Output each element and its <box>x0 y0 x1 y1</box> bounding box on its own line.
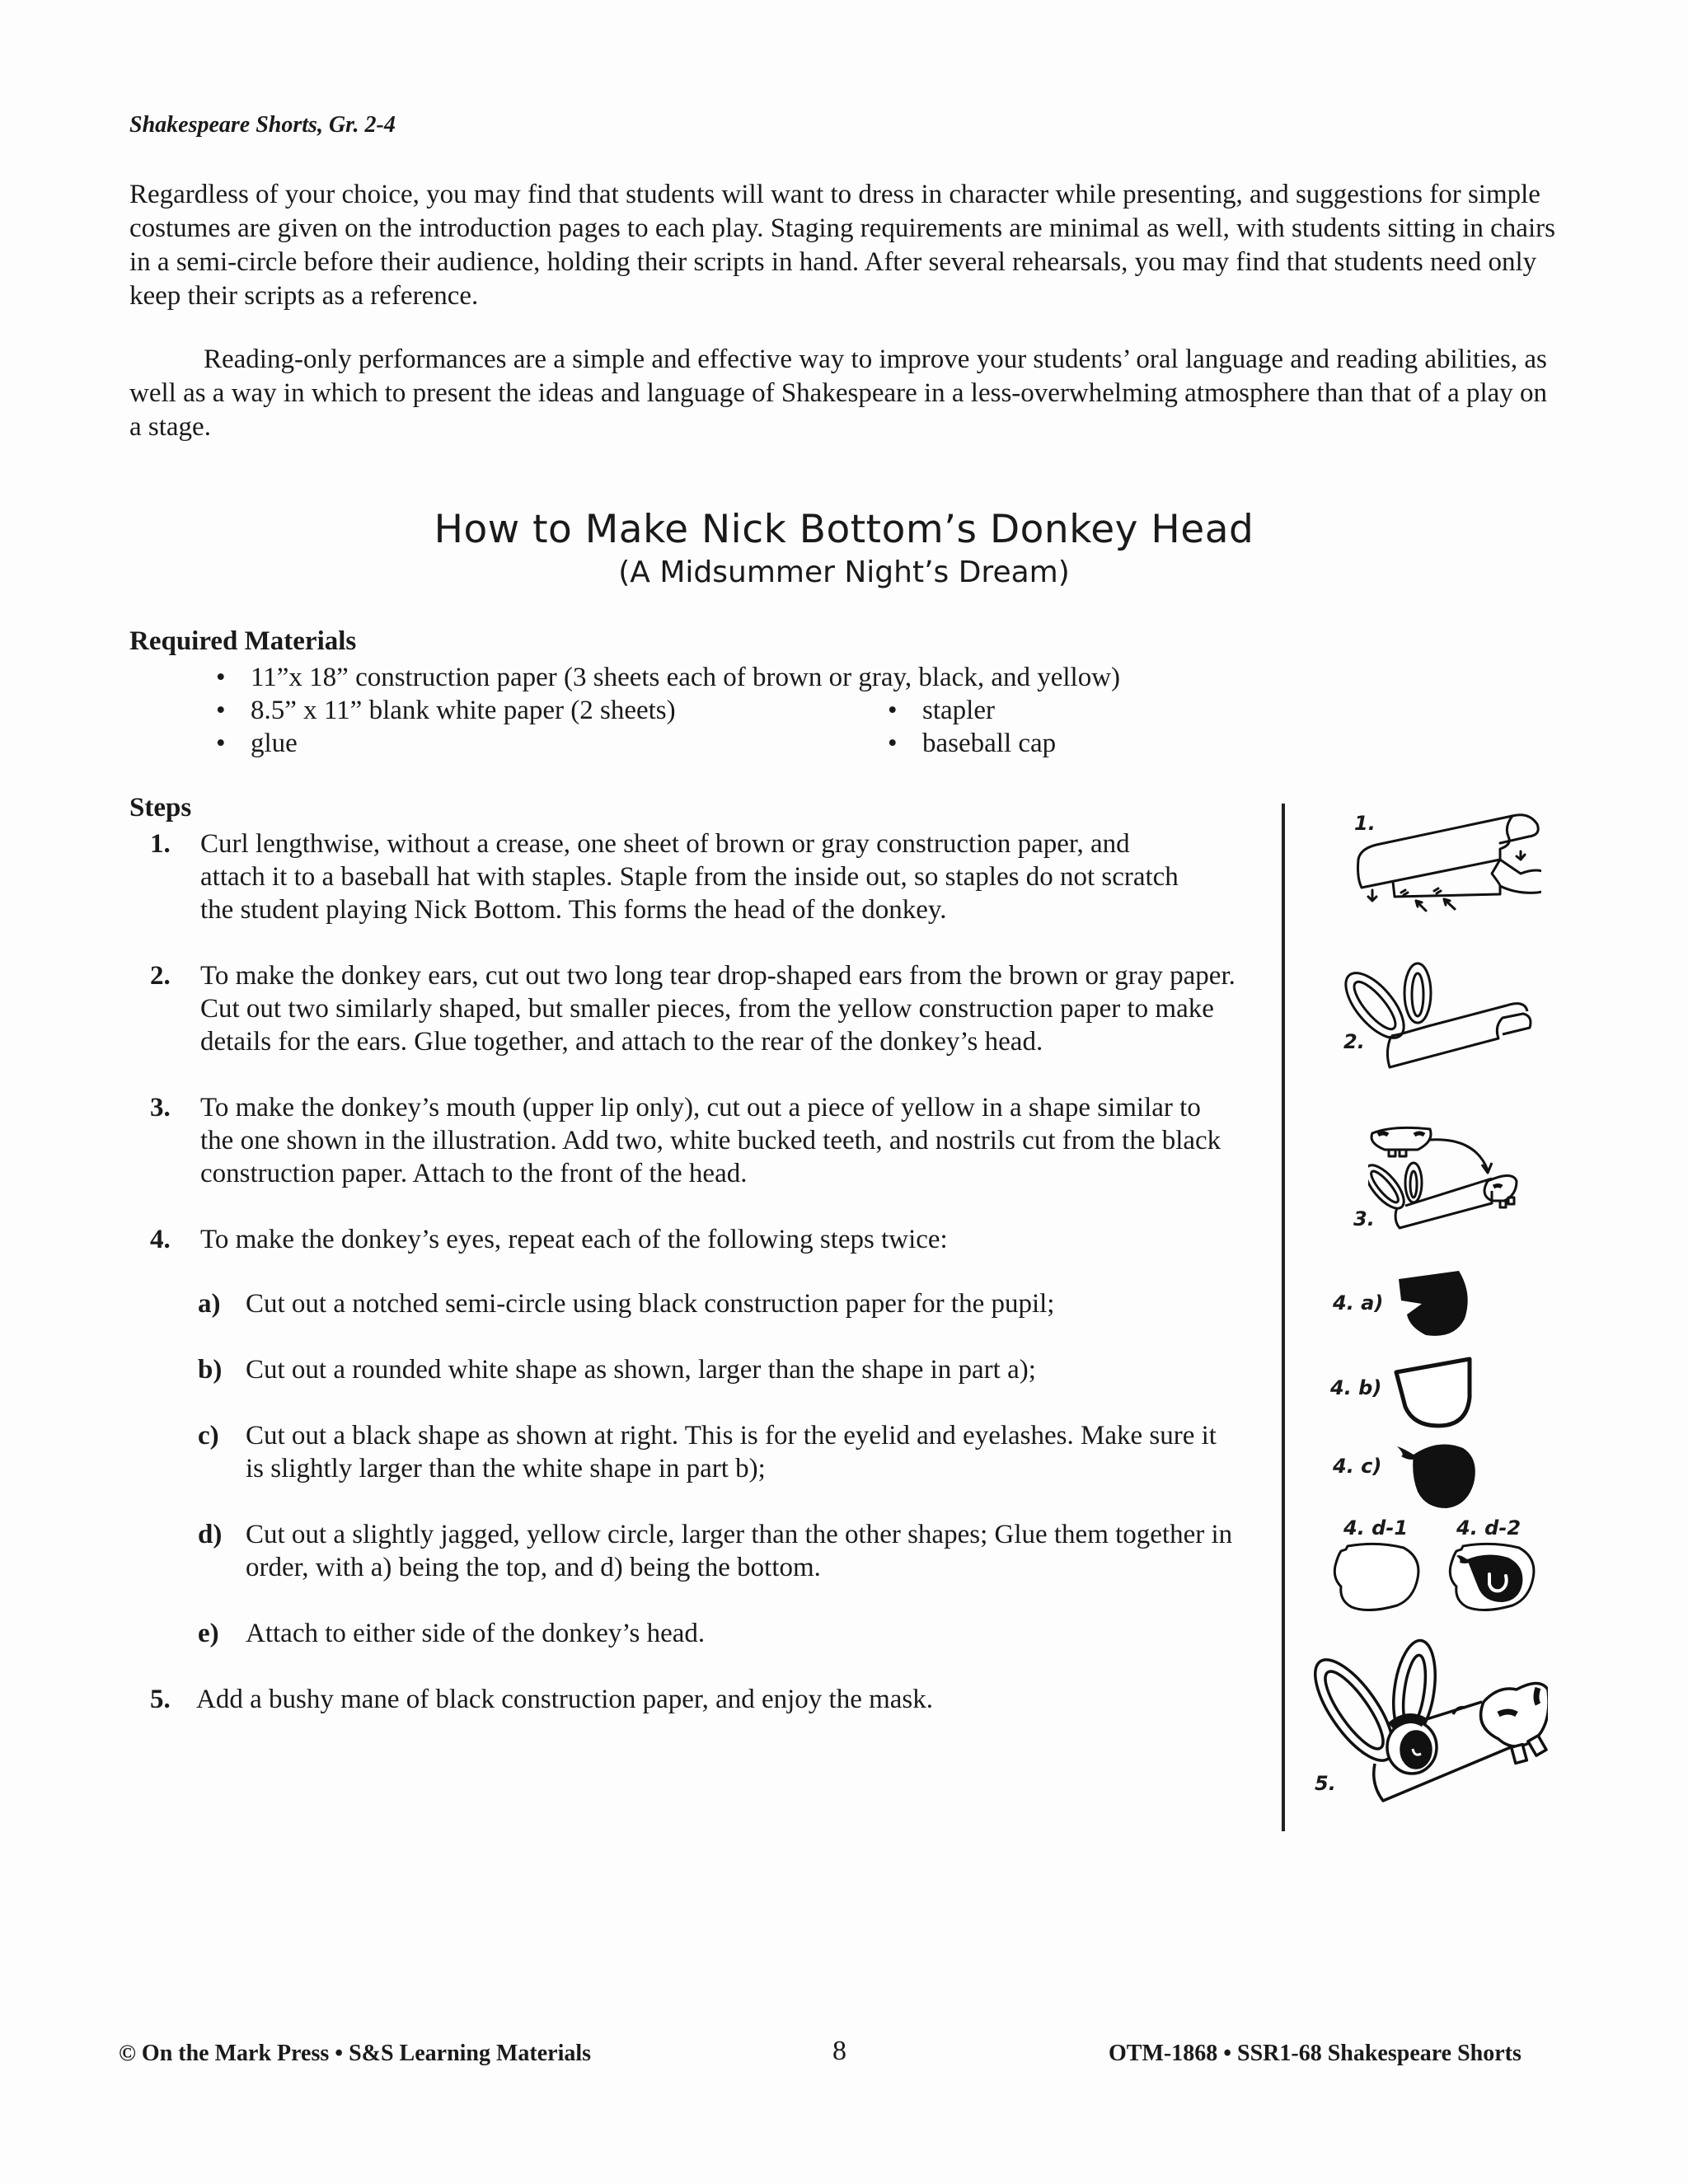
substep-letter: a) <box>198 1289 221 1319</box>
intro-paragraph-1: Regardless of your choice, you may find that students will want to dress in character while presenting, and suggestions for simple costumes are given on the introduction pages to each play. Staging requirements are minimal as well, with students sitting in chairs in a semi-circle before their audience, holding their scripts in hand. After several rehearsals, you may find that students need only keep their scripts as a reference. <box>129 180 1555 311</box>
bullet-icon: • <box>216 729 226 758</box>
substep-item <box>198 1287 1261 1320</box>
figure-label: 1. <box>1354 812 1376 835</box>
material-label: 11”x 18” construction paper (3 sheets each of brown or gray, black, and yellow) <box>251 663 1121 692</box>
figure-label: 4. c) <box>1333 1455 1382 1478</box>
step-item <box>140 1683 1261 1716</box>
substep-item <box>198 1419 1261 1485</box>
substep-letter: b) <box>198 1355 223 1385</box>
step-text: To make the donkey’s eyes, repeat each of the following steps twice: <box>200 1225 948 1254</box>
step-number: 5. <box>150 1685 171 1714</box>
step-item <box>140 959 1261 1058</box>
eyelid-with-lashes-shape <box>1393 1438 1484 1512</box>
bullet-icon: • <box>888 696 898 725</box>
attach-muzzle-illustration <box>1368 1125 1533 1232</box>
notched-pupil-shape <box>1397 1269 1471 1339</box>
activity-subtitle: (A Midsummer Night’s Dream) <box>618 555 1070 589</box>
material-item <box>216 694 676 727</box>
bullet-icon: • <box>216 696 226 725</box>
step-item <box>140 1223 1261 1256</box>
activity-title-block <box>0 506 1688 592</box>
step-item <box>140 1091 1261 1190</box>
substep-item <box>198 1617 1261 1650</box>
bullet-icon: • <box>216 663 226 692</box>
activity-title: How to Make Nick Bottom’s Donkey Head <box>434 507 1254 552</box>
step-number: 3. <box>150 1093 171 1122</box>
substep-letter: e) <box>198 1619 219 1648</box>
rounded-white-shape <box>1393 1356 1475 1434</box>
footer-copyright: © On the Mark Press • S&S Learning Materials <box>119 2041 592 2066</box>
substep-text: Cut out a black shape as shown at right. This is for the eyelid and eyelashes. Make sure it is slightly larger than the white shape in part b); <box>246 1421 1217 1483</box>
substep-text: Attach to either side of the donkey’s head. <box>246 1619 706 1648</box>
footer-product-code: OTM-1868 • SSR1-68 Shakespeare Shorts <box>1109 2041 1522 2066</box>
substep-text: Cut out a slightly jagged, yellow circle, larger than the other shapes; Glue them together in order, with a) being the top, and d) being the bottom. <box>246 1520 1233 1582</box>
substep-letter: d) <box>198 1520 223 1549</box>
substep-text: Cut out a rounded white shape as shown, larger than the shape in part a); <box>246 1355 1036 1385</box>
material-label: glue <box>251 729 298 758</box>
figure-label: 5. <box>1315 1772 1336 1795</box>
figure-label: 2. <box>1343 1030 1365 1053</box>
substep-letter: c) <box>198 1421 219 1451</box>
step-text: To make the donkey’s mouth (upper lip only), cut out a piece of yellow in a shape similar to the one shown in the illustration. Add two, white bucked teeth, and nostrils cut from the black construction paper. Attach to the front of the head. <box>200 1093 1221 1188</box>
paper-tube-with-ears-illustration <box>1342 960 1540 1084</box>
material-label: 8.5” x 11” blank white paper (2 sheets) <box>251 696 676 725</box>
material-item <box>216 661 1120 694</box>
material-item <box>216 727 298 760</box>
figure-label: 3. <box>1353 1207 1375 1230</box>
figure-label: 4. b) <box>1330 1376 1382 1399</box>
figure-label: 4. d-1 <box>1343 1516 1409 1540</box>
step-item <box>140 827 1261 926</box>
figure-label: 4. a) <box>1333 1291 1384 1315</box>
intro-paragraph-2: Reading-only performances are a simple and effective way to improve your students’ oral language and reading abilities, as well as a way in which to present the ideas and language of Shakespeare in a less-overwhelming atmosphere than that of a play on a stage. <box>129 344 1548 442</box>
jagged-yellow-circle <box>1331 1541 1430 1615</box>
substep-item <box>198 1353 1261 1386</box>
substep-text: Cut out a notched semi-circle using black construction paper for the pupil; <box>246 1289 1055 1319</box>
step-number: 4. <box>150 1225 171 1254</box>
finished-donkey-head-illustration <box>1301 1632 1548 1805</box>
step-text: Curl lengthwise, without a crease, one sheet of brown or gray construction paper, and attach it to a baseball hat with staples. Staple from the inside out, so staples do not scratch the student playing Nick Bottom. This forms the head of the donkey. <box>200 829 1179 925</box>
step-number: 2. <box>150 961 171 991</box>
step-number: 1. <box>150 829 171 859</box>
figure-label: 4. d-2 <box>1456 1516 1522 1540</box>
curled-paper-on-cap-illustration <box>1343 812 1541 927</box>
page-number: 8 <box>832 2036 846 2066</box>
materials-heading: Required Materials <box>129 626 357 656</box>
material-item <box>888 694 995 727</box>
substep-item <box>198 1518 1261 1584</box>
material-label: baseball cap <box>922 729 1057 758</box>
illustration-divider <box>1282 804 1285 1831</box>
material-item <box>888 727 1056 760</box>
bullet-icon: • <box>888 729 898 758</box>
assembled-eye <box>1447 1541 1545 1615</box>
material-label: stapler <box>922 696 995 725</box>
step-text: To make the donkey ears, cut out two long tear drop-shaped ears from the brown or gray paper. Cut out two similarly shaped, but smaller pieces, from the yellow construction paper to make details for the ears. Glue together, and attach to the rear of the donkey’s head. <box>200 961 1236 1057</box>
step-text: Add a bushy mane of black construction paper, and enjoy the mask. <box>196 1685 934 1714</box>
steps-heading: Steps <box>129 793 192 823</box>
running-header: Shakespeare Shorts, Gr. 2-4 <box>129 112 396 138</box>
